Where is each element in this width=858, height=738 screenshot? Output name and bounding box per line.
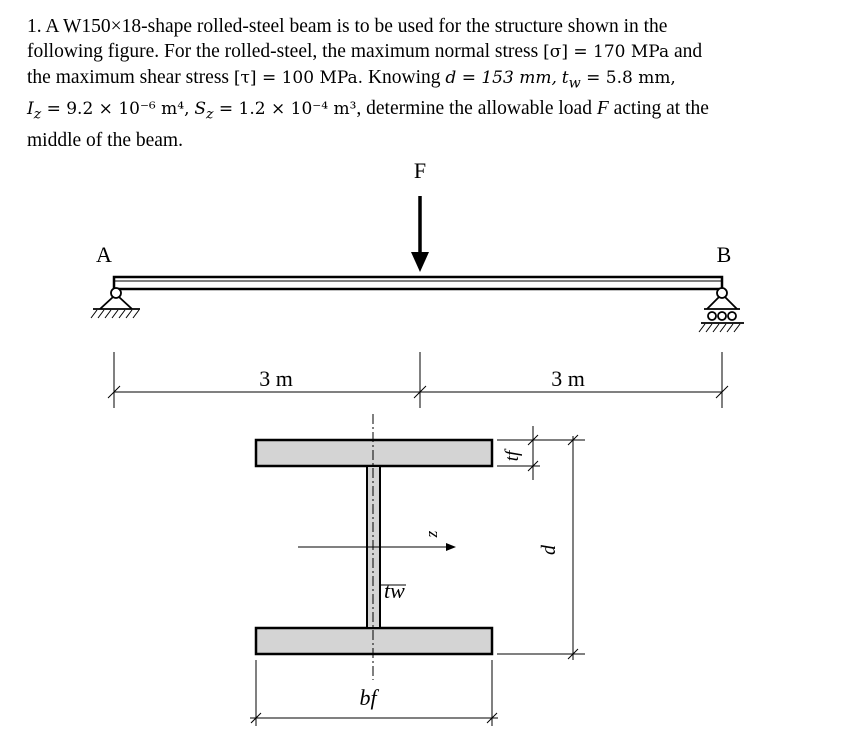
bottom-flange	[256, 628, 492, 654]
normal-stress-expression: [σ] = 170 MPa	[543, 42, 670, 62]
support-a-label: A	[96, 242, 112, 267]
sz-subscript: z	[206, 106, 214, 123]
d-label: d	[538, 545, 560, 555]
support-b-label: B	[716, 242, 732, 267]
iz-subscript: z	[33, 106, 42, 123]
problem-line-3-text: the maximum shear stress	[27, 67, 229, 88]
depth-expression: d = 153 mm,	[445, 68, 557, 88]
problem-line-2-text: following figure. For the rolled-steel, the maximum normal stress	[27, 41, 539, 62]
bf-label: bf	[359, 685, 377, 710]
load-symbol: F	[596, 98, 609, 120]
beam	[114, 277, 722, 289]
span-dimension	[108, 352, 728, 408]
problem-line-2-and: and	[673, 41, 703, 62]
problem-line-5: middle of the beam.	[27, 129, 183, 151]
z-axis-label: z	[422, 530, 441, 538]
problem-line-4-determine: , determine the allowable load	[356, 98, 592, 120]
iz-symbol: I	[27, 99, 34, 120]
shear-stress-expression: [τ] = 100 MPa.	[233, 68, 364, 88]
problem-line-1: 1. A W150×18-shape rolled-steel beam is to be used for the structure shown in the	[27, 16, 668, 37]
tw-symbol: t	[561, 68, 569, 88]
pin-support-icon	[91, 288, 140, 318]
tw-label: tw	[384, 578, 405, 603]
sz-value: = 1.2 × 10⁻⁴ m³	[213, 99, 357, 120]
iz-value: = 9.2 × 10⁻⁶ m⁴,	[41, 99, 190, 120]
span-left-label: 3 m	[259, 366, 293, 391]
roller-support-icon	[699, 288, 744, 332]
tf-label: tf	[502, 450, 523, 462]
load-arrow-icon	[411, 196, 429, 272]
load-label: F	[413, 158, 427, 183]
tw-subscript: w	[568, 75, 581, 92]
problem-line-3-knowing: Knowing	[367, 67, 441, 88]
problem-line-4-acting: acting at the	[613, 98, 709, 120]
sz-symbol: S	[194, 99, 207, 120]
top-flange	[256, 440, 492, 466]
span-right-label: 3 m	[551, 366, 585, 391]
tw-value: = 5.8 mm,	[580, 68, 676, 88]
